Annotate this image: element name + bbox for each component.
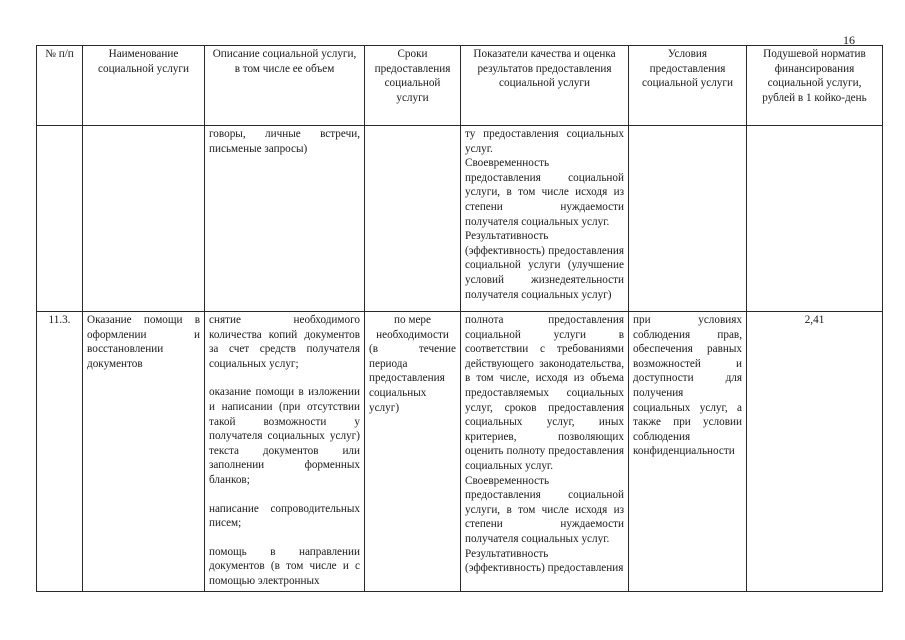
item-norm: 2,41 [747,312,883,592]
item-quality-text-2: Своевременность предоставления социальной услуги, в том числе исходя из степени нуждаемости получателя социальных услуг. [465,474,624,545]
header-quality: Показатели качества и оценка результатов предоставления социальной услуги [461,46,629,126]
item-terms-text-1: по мере необходимости [376,314,449,341]
header-number: № п/п [37,46,83,126]
header-norm: Подушевой норматив финансирования социальной услуги, рублей в 1 койко-день [747,46,883,126]
item-name: Оказание помощи в оформлении и восстановлении документов [83,312,205,592]
cont-quality-cell [461,126,629,312]
page-number: 16 [843,33,855,47]
item-quality-cell [461,312,629,592]
cont-conditions-cell [629,126,747,312]
header-conditions: Условия предоставления социальной услуги [629,46,747,126]
cont-description-text: говоры, личные встречи, письменые запросы) [209,128,360,155]
item-description-text-3: написание сопроводительных писем; [209,502,360,530]
cont-number-cell [37,126,83,312]
cont-quality-text-3: Результативность (эффективность) предоставления социальной услуги (улучшение условий жизнедеятельности получателя социальных услуг) [465,230,624,301]
cont-name-cell [83,126,205,312]
item-description-cell [205,312,365,592]
services-table [36,45,883,592]
header-service-name: Наименование социальной услуги [83,46,205,126]
cont-description-cell [205,126,365,312]
cont-terms-cell [365,126,461,312]
item-description-text-2: оказание помощи в изложении и написании (при отсутствии такой возможности у получателя социальных услуг) текста документов или заполнении форменных бланков; [209,386,360,486]
item-terms-text-2: (в течение периода предоставления социальных услуг) [369,343,456,414]
header-row [37,46,883,126]
item-quality-text-1: полнота предоставления социальной услуги в соответствии с требованиями действующего законодательства, в том числе, исходя из объема предоставляемых социальных услуг, сроков предоставления социальных услуг, иных критериев, позволяющих оценить полноту предоставления социальных услуг. [465,314,624,472]
continuation-row [37,126,883,312]
item-description-text-4: помощь в направлении документов (в том числе и с помощью электронных [209,545,360,587]
item-quality-text-3: Результативность (эффективность) предоставления [465,547,624,575]
header-terms: Сроки предоставления социальной услуги [365,46,461,126]
item-terms-cell [365,312,461,592]
item-conditions: при условиях соблюдения прав, обеспечения равных возможностей и доступности для получения социальных услуг, а также при условии соблюдения конфиденциальности [629,312,747,592]
cont-quality-text-1: ту предоставления социальных услуг. [465,128,624,155]
header-description: Описание социальной услуги, в том числе ее объем [205,46,365,126]
cont-norm-cell [747,126,883,312]
item-description-text-1: снятие необходимого количества копий документов за счет средств получателя социальных услуг; [209,314,360,370]
item-number: 11.3. [37,312,83,592]
service-row-11-3 [37,312,883,592]
cont-quality-text-2: Своевременность предоставления социальной услуги, в том числе исходя из степени нуждаемости получателя социальных услуг. [465,157,624,228]
